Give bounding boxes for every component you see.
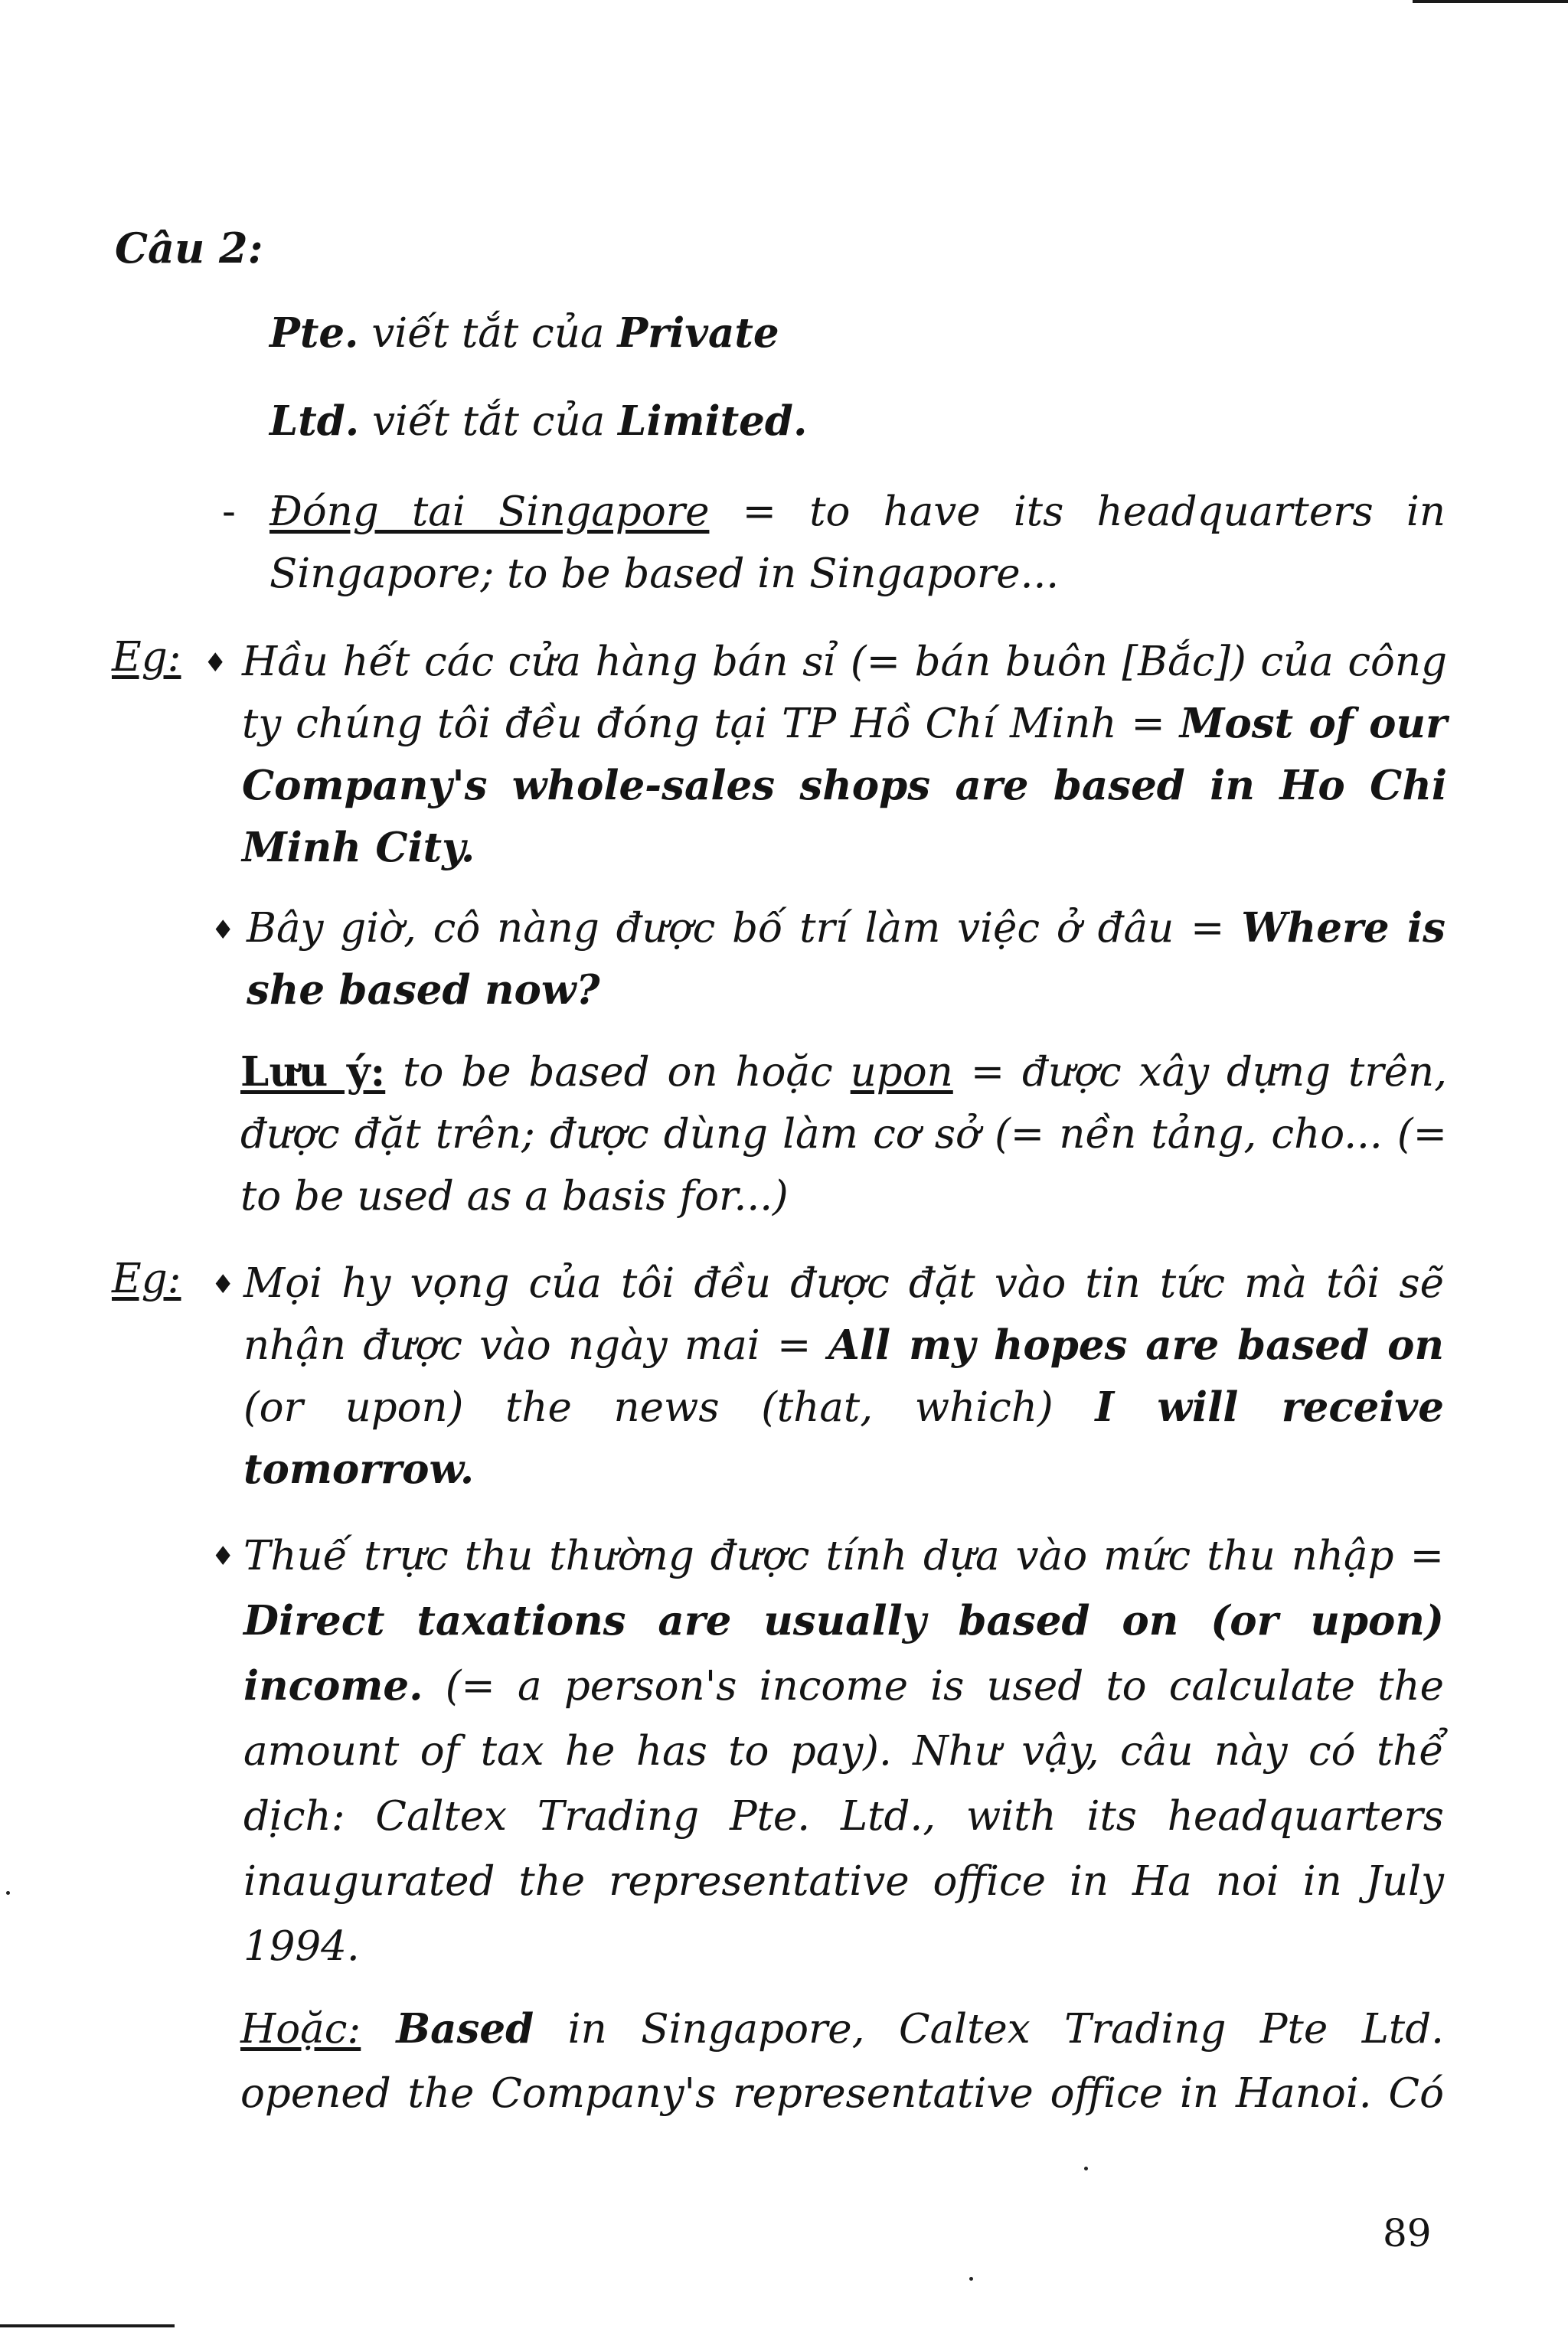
scan-speck [1084, 2167, 1088, 2170]
abbreviation-pte [270, 302, 779, 364]
note-line: được đặt trên; được dùng làm cơ sở (= nền tảng, cho... (= [240, 1111, 1447, 1158]
diamond-bullet-icon: ♦ [211, 915, 235, 946]
example-line: Thuế trực thu thường được tính dựa vào mức thu nhập = [243, 1533, 1444, 1579]
abbr-term: Pte. [270, 309, 359, 357]
abbr-term: Ltd. [270, 397, 360, 445]
example-3 [243, 1253, 1444, 1501]
example-line: Hầu hết các cửa hàng bán sỉ (= bán buôn [Bắc]) của công [242, 639, 1447, 685]
note-label: Lưu ý: [240, 1048, 386, 1096]
example-line: inaugurated the representative office in Ha noi in July [243, 1858, 1444, 1905]
alternative-label: Hoặc: [240, 2006, 361, 2053]
example-4 [243, 1524, 1444, 1979]
section-heading: Câu 2: [115, 224, 263, 273]
example-translation: Most of our [1179, 700, 1447, 747]
alternative-text: in Singapore, Caltex Trading Pte Ltd. [534, 2006, 1444, 2053]
example-text: (= a person's income is used to calculate the [423, 1663, 1444, 1710]
example-translation: income. [243, 1662, 423, 1710]
definition-paragraph [270, 481, 1446, 605]
example-text: Bây giờ, cô nàng được bố trí làm việc ở đâu = [247, 905, 1242, 952]
abbr-text: viết tắt của [358, 310, 618, 357]
example-translation: Minh City. [242, 824, 475, 871]
alternative-bold: Based [361, 2005, 534, 2053]
example-label: Eg: [112, 634, 181, 681]
example-translation: Company's whole-sales shops are based in Ho Chi [242, 762, 1447, 809]
alternative-line: opened the Company's representative office in Hanoi. Có [240, 2070, 1444, 2117]
example-line: amount of tax he has to pay). Như vậy, câu này có thể [243, 1728, 1444, 1775]
example-translation: tomorrow. [243, 1445, 475, 1493]
scan-speck [6, 1891, 10, 1895]
diamond-bullet-icon: ♦ [204, 648, 227, 678]
example-line: dịch: Caltex Trading Pte. Ltd., with its headquarters [243, 1793, 1444, 1840]
note-line: to be used as a basis for...) [240, 1173, 789, 1220]
abbr-text: viết tắt của [359, 398, 619, 445]
definition-text: = to have its headquarters in [709, 488, 1446, 535]
example-text: ty chúng tôi đều đóng tại TP Hồ Chí Minh = [242, 701, 1180, 747]
page-number: 89 [1383, 2211, 1432, 2255]
usage-note [240, 1041, 1447, 1227]
abbr-full: Limited. [618, 397, 808, 445]
definition-dash: - [222, 488, 236, 535]
bottom-left-rule [0, 2324, 175, 2327]
example-label: Eg: [112, 1256, 181, 1302]
example-translation: Direct taxations are usually based on (or upon) [243, 1597, 1444, 1644]
example-translation: All my hopes are based on [828, 1321, 1444, 1369]
abbreviation-ltd [270, 390, 807, 452]
example-line: Mọi hy vọng của tôi đều được đặt vào tin tức mà tôi sẽ [243, 1260, 1444, 1307]
diamond-bullet-icon: ♦ [211, 1541, 235, 1572]
scan-speck [969, 2277, 973, 2281]
alternative-translation [240, 1997, 1444, 2126]
example-text: (or upon) the news (that, which) [243, 1384, 1096, 1431]
example-1 [242, 631, 1447, 879]
note-text: to be based on hoặc [385, 1049, 851, 1096]
definition-line: Singapore; to be based in Singapore... [270, 550, 1060, 597]
example-text: nhận được vào ngày mai = [243, 1322, 828, 1369]
example-translation: she based now? [247, 966, 600, 1014]
abbr-full: Private [617, 309, 779, 357]
example-2 [247, 897, 1446, 1021]
top-right-rule [1413, 0, 1568, 3]
example-translation: I will receive [1095, 1383, 1444, 1431]
note-text: = được xây dựng trên, [952, 1049, 1447, 1096]
diamond-bullet-icon: ♦ [211, 1269, 235, 1300]
example-translation: Where is [1241, 904, 1446, 952]
note-term: upon [850, 1049, 953, 1096]
example-line: 1994. [243, 1923, 360, 1970]
definition-term: Đóng tai Singapore [270, 488, 710, 535]
